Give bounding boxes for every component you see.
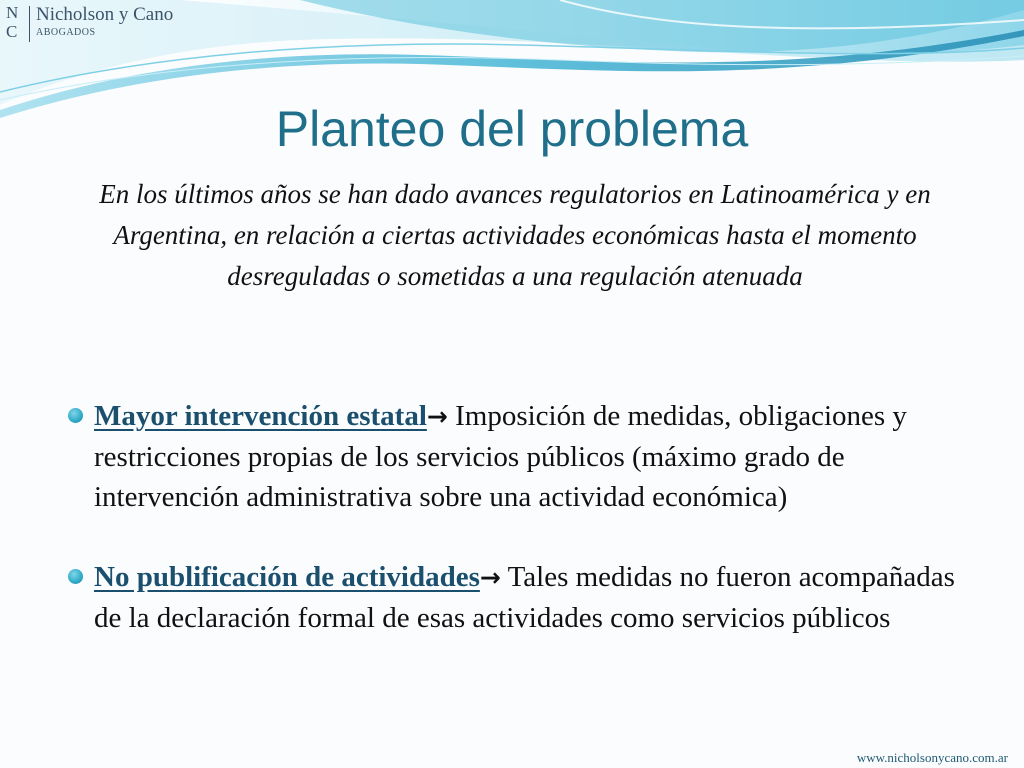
logo-subtitle: ABOGADOS [36, 27, 96, 38]
right-arrow-icon: → [479, 563, 501, 592]
bullet-item [66, 557, 966, 638]
bullet-term: Mayor intervención estatal [94, 400, 427, 432]
slide-title: Planteo del problema [275, 101, 749, 157]
logo-name: Nicholson y Cano [36, 4, 174, 25]
bullet-list [66, 396, 966, 638]
logo-divider [29, 6, 30, 42]
logo-mark-top: N [6, 3, 19, 22]
right-arrow-icon: → [426, 402, 448, 431]
footer-url: www.nicholsonycano.com.ar [856, 750, 1008, 765]
bullet-dot-icon [68, 569, 83, 584]
firm-logo [6, 4, 173, 44]
logo-mark-bottom: C [6, 22, 18, 41]
intro-paragraph: En los últimos años se han dado avances regulatorios en Latinoamérica y en Argentina, en relación a ciertas actividades económicas hasta el momento desreguladas o sometidas a una regulación atenuada [99, 179, 931, 291]
bullet-dot-icon [68, 408, 83, 423]
logo-monogram [6, 4, 26, 44]
bullet-item [66, 396, 966, 517]
bullet-term: No publificación de actividades [94, 561, 480, 593]
bullet-text: Imposición de medidas, obligaciones y restricciones propias de los servicios públicos (máximo grado de intervención administrativa sobre una actividad económica) [94, 400, 907, 513]
bullet-text: Tales medidas no fueron acompañadas de la declaración formal de esas actividades como servicios públicos [94, 561, 955, 634]
logo-text [36, 4, 173, 40]
